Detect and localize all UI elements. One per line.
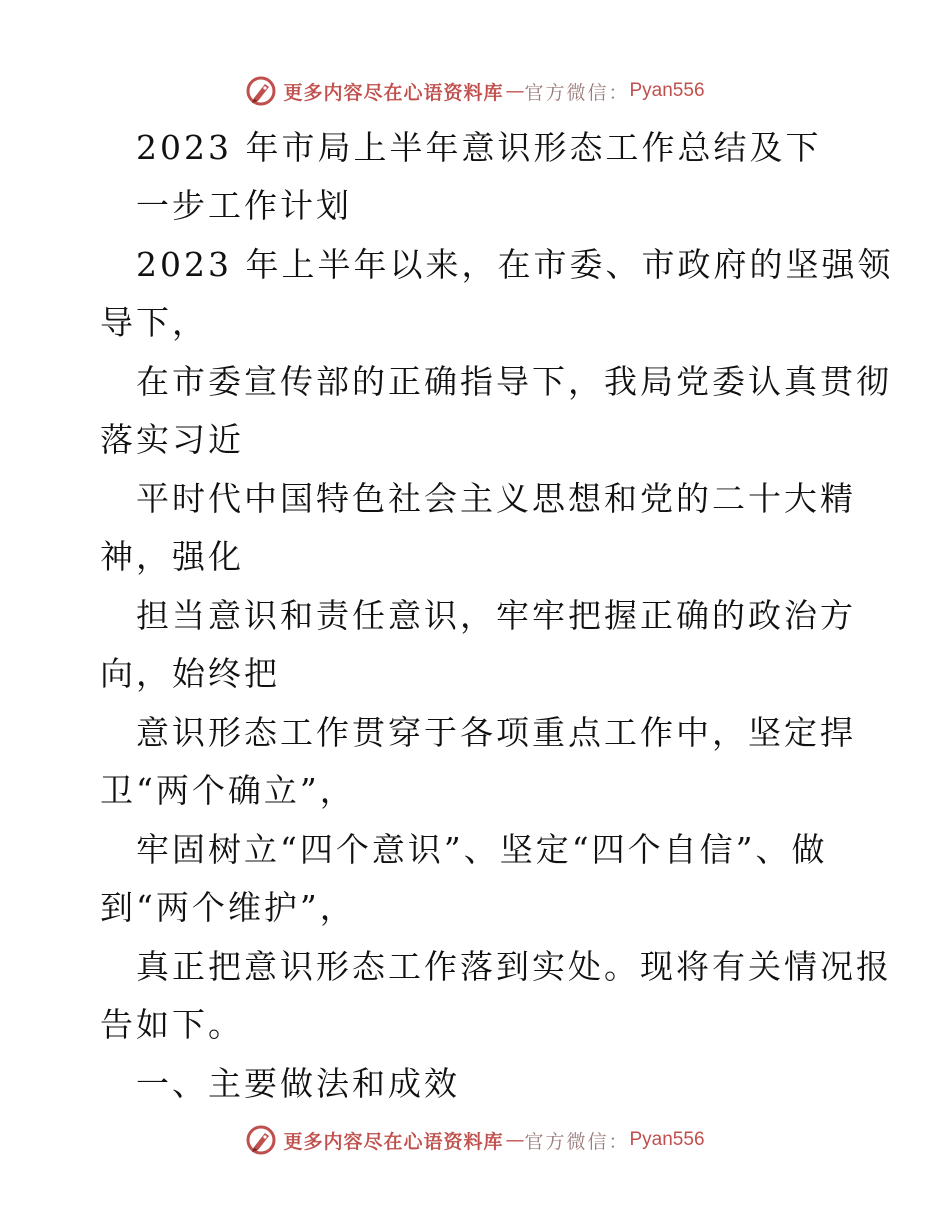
banner-dash: — bbox=[505, 80, 523, 102]
banner-wechat-id: Pyan556 bbox=[629, 1129, 705, 1150]
banner-official-label: 官方微信： bbox=[524, 81, 630, 104]
banner-brand-text: 更多内容尽在心语资料库 bbox=[283, 1130, 504, 1153]
title-line-2: 一步工作计划 bbox=[136, 186, 352, 225]
banner-brand-text: 更多内容尽在心语资料库 bbox=[283, 81, 504, 104]
banner-dash: — bbox=[505, 1129, 523, 1151]
banner-official-label: 官方微信： bbox=[524, 1130, 630, 1153]
paragraph-line: 平时代中国特色社会主义思想和党的二十大精 bbox=[136, 479, 856, 518]
paragraph-line: 牢固树立“四个意识”、坚定“四个自信”、做 bbox=[136, 830, 828, 869]
paragraph-line: 向，始终把 bbox=[100, 654, 280, 693]
section-heading: 一、主要做法和成效 bbox=[136, 1064, 460, 1103]
paragraph-line: 神，强化 bbox=[100, 537, 244, 576]
paragraph-line: 卫“两个确立”， bbox=[100, 771, 356, 810]
header-banner bbox=[0, 71, 950, 111]
title-line-1: 2023 年市局上半年意识形态工作总结及下 bbox=[136, 128, 822, 167]
banner-wechat-id: Pyan556 bbox=[629, 80, 705, 101]
paragraph-line: 到“两个维护”， bbox=[100, 888, 356, 927]
paragraph-line: 导下， bbox=[100, 303, 208, 342]
pen-logo-icon bbox=[245, 1124, 277, 1156]
paragraph-line: 2023 年上半年以来，在市委、市政府的坚强领 bbox=[136, 245, 894, 284]
paragraph-line: 真正把意识形态工作落到实处。现将有关情况报 bbox=[136, 947, 892, 986]
pen-logo-icon bbox=[245, 75, 277, 107]
paragraph-line: 告如下。 bbox=[100, 1005, 244, 1044]
paragraph-line: 在市委宣传部的正确指导下，我局党委认真贯彻 bbox=[136, 362, 892, 401]
paragraph-line: 意识形态工作贯穿于各项重点工作中，坚定捍 bbox=[136, 713, 856, 752]
paragraph-line: 担当意识和责任意识，牢牢把握正确的政治方 bbox=[136, 596, 856, 635]
footer-banner bbox=[0, 1120, 950, 1160]
paragraph-line: 落实习近 bbox=[100, 420, 244, 459]
